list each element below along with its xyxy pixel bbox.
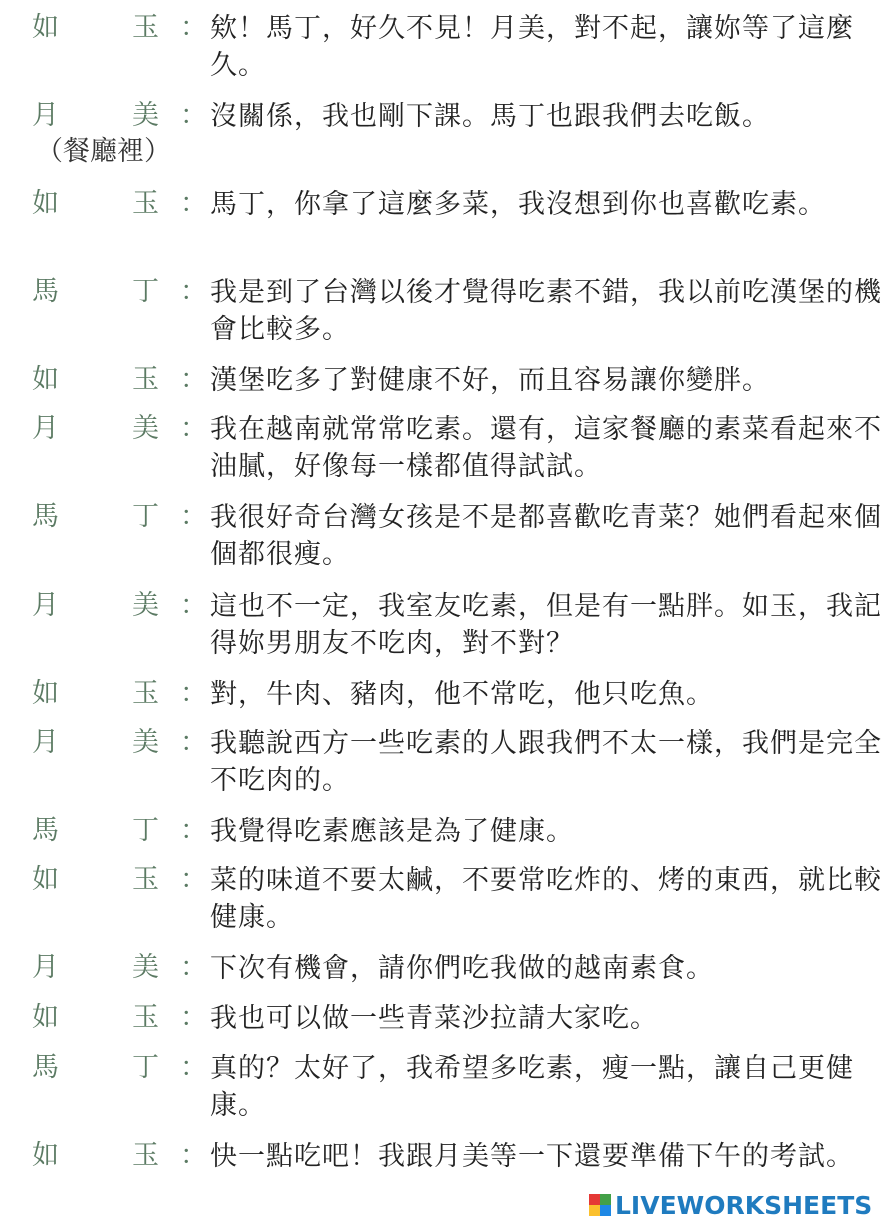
dialogue-text: 我是到了台灣以後才覺得吃素不錯，我以前吃漢堡的機會比較多。 bbox=[210, 277, 882, 345]
dialogue-line bbox=[0, 1050, 895, 1130]
dialogue-line bbox=[0, 186, 895, 266]
dialogue-line bbox=[0, 411, 895, 491]
liveworksheets-logo-icon bbox=[589, 1194, 611, 1216]
speaker-name-second-char: 玉 bbox=[132, 864, 159, 895]
speaker-name-first-char: 馬 bbox=[32, 1052, 59, 1083]
dialogue-text: 菜的味道不要太鹹，不要常吃炸的、烤的東西，就比較健康。 bbox=[210, 865, 882, 933]
speaker-name-second-char: 美 bbox=[132, 590, 159, 621]
speaker-name-first-char: 馬 bbox=[32, 501, 59, 532]
speaker-colon: ： bbox=[180, 276, 207, 307]
speaker-name-first-char: 如 bbox=[32, 364, 59, 395]
speaker-name-second-char: 玉 bbox=[132, 1002, 159, 1033]
dialogue-text: 對，牛肉、豬肉，他不常吃，他只吃魚。 bbox=[210, 679, 714, 710]
speaker-name-first-char: 月 bbox=[32, 100, 59, 131]
speaker-colon: ： bbox=[180, 100, 207, 131]
speaker-colon: ： bbox=[180, 727, 207, 758]
speaker-name-first-char: 馬 bbox=[32, 276, 59, 307]
speaker-name-second-char: 丁 bbox=[132, 276, 159, 307]
speaker-name-second-char: 玉 bbox=[132, 12, 159, 43]
speaker-name-first-char: 月 bbox=[32, 590, 59, 621]
speaker-name-first-char: 月 bbox=[32, 952, 59, 983]
dialogue-text: 漢堡吃多了對健康不好，而且容易讓你變胖。 bbox=[210, 365, 770, 396]
speaker-name-first-char: 如 bbox=[32, 864, 59, 895]
speaker-name-second-char: 玉 bbox=[132, 1140, 159, 1171]
speaker-name-first-char: 如 bbox=[32, 188, 59, 219]
speaker-name-first-char: 如 bbox=[32, 12, 59, 43]
speaker-colon: ： bbox=[180, 501, 207, 532]
speaker-name-first-char: 如 bbox=[32, 678, 59, 709]
speaker-name-second-char: 玉 bbox=[132, 188, 159, 219]
speaker-name-second-char: 玉 bbox=[132, 364, 159, 395]
dialogue-line bbox=[0, 862, 895, 942]
speaker-name-second-char: 美 bbox=[132, 413, 159, 444]
speaker-name-first-char: 月 bbox=[32, 727, 59, 758]
speaker-name-first-char: 如 bbox=[32, 1002, 59, 1033]
speaker-name-first-char: 如 bbox=[32, 1140, 59, 1171]
speaker-colon: ： bbox=[180, 364, 207, 395]
speaker-colon: ： bbox=[180, 952, 207, 983]
dialogue-text: 快一點吃吧！我跟月美等一下還要準備下午的考試。 bbox=[210, 1141, 854, 1172]
dialogue-text: 下次有機會，請你們吃我做的越南素食。 bbox=[210, 953, 714, 984]
speaker-name-second-char: 丁 bbox=[132, 815, 159, 846]
speaker-name-first-char: 馬 bbox=[32, 815, 59, 846]
speaker-colon: ： bbox=[180, 413, 207, 444]
dialogue-line bbox=[0, 725, 895, 805]
speaker-name-second-char: 美 bbox=[132, 100, 159, 131]
speaker-colon: ： bbox=[180, 815, 207, 846]
dialogue-line bbox=[0, 274, 895, 354]
speaker-colon: ： bbox=[180, 678, 207, 709]
speaker-colon: ： bbox=[180, 188, 207, 219]
dialogue-text: 我聽說西方一些吃素的人跟我們不太一樣，我們是完全不吃肉的。 bbox=[210, 728, 882, 796]
dialogue-line bbox=[0, 499, 895, 579]
speaker-name-second-char: 丁 bbox=[132, 1052, 159, 1083]
speaker-colon: ： bbox=[180, 1002, 207, 1033]
dialogue-text: 我覺得吃素應該是為了健康。 bbox=[210, 816, 574, 847]
speaker-name-second-char: 美 bbox=[132, 727, 159, 758]
dialogue-text: 我也可以做一些青菜沙拉請大家吃。 bbox=[210, 1003, 658, 1034]
dialogue-text: 我很好奇台灣女孩是不是都喜歡吃青菜？她們看起來個個都很瘦。 bbox=[210, 502, 882, 570]
speaker-name-second-char: 玉 bbox=[132, 678, 159, 709]
dialogue-line bbox=[0, 10, 895, 90]
speaker-colon: ： bbox=[180, 1052, 207, 1083]
speaker-name-first-char: 月 bbox=[32, 413, 59, 444]
speaker-name-second-char: 丁 bbox=[132, 501, 159, 532]
speaker-colon: ： bbox=[180, 12, 207, 43]
dialogue-text: 欸！馬丁，好久不見！月美，對不起，讓妳等了這麼久。 bbox=[210, 13, 854, 81]
dialogue-line bbox=[0, 588, 895, 668]
dialogue-text: 沒關係，我也剛下課。馬丁也跟我們去吃飯。 bbox=[210, 101, 770, 132]
speaker-colon: ： bbox=[180, 1140, 207, 1171]
speaker-name-second-char: 美 bbox=[132, 952, 159, 983]
watermark-text: LIVEWORKSHEETS bbox=[615, 1190, 873, 1220]
speaker-colon: ： bbox=[180, 590, 207, 621]
dialogue-text: 我在越南就常常吃素。還有，這家餐廳的素菜看起來不油膩，好像每一樣都值得試試。 bbox=[210, 414, 882, 482]
liveworksheets-watermark bbox=[589, 1190, 872, 1220]
speaker-colon: ： bbox=[180, 864, 207, 895]
dialogue-text: 這也不一定，我室友吃素，但是有一點胖。如玉，我記得妳男朋友不吃肉，對不對？ bbox=[210, 591, 882, 659]
dialogue-text: 真的？太好了，我希望多吃素，瘦一點，讓自己更健康。 bbox=[210, 1053, 854, 1121]
dialogue-text: 馬丁，你拿了這麼多菜，我沒想到你也喜歡吃素。 bbox=[210, 189, 826, 220]
scene-direction: （餐廳裡） bbox=[36, 136, 171, 167]
